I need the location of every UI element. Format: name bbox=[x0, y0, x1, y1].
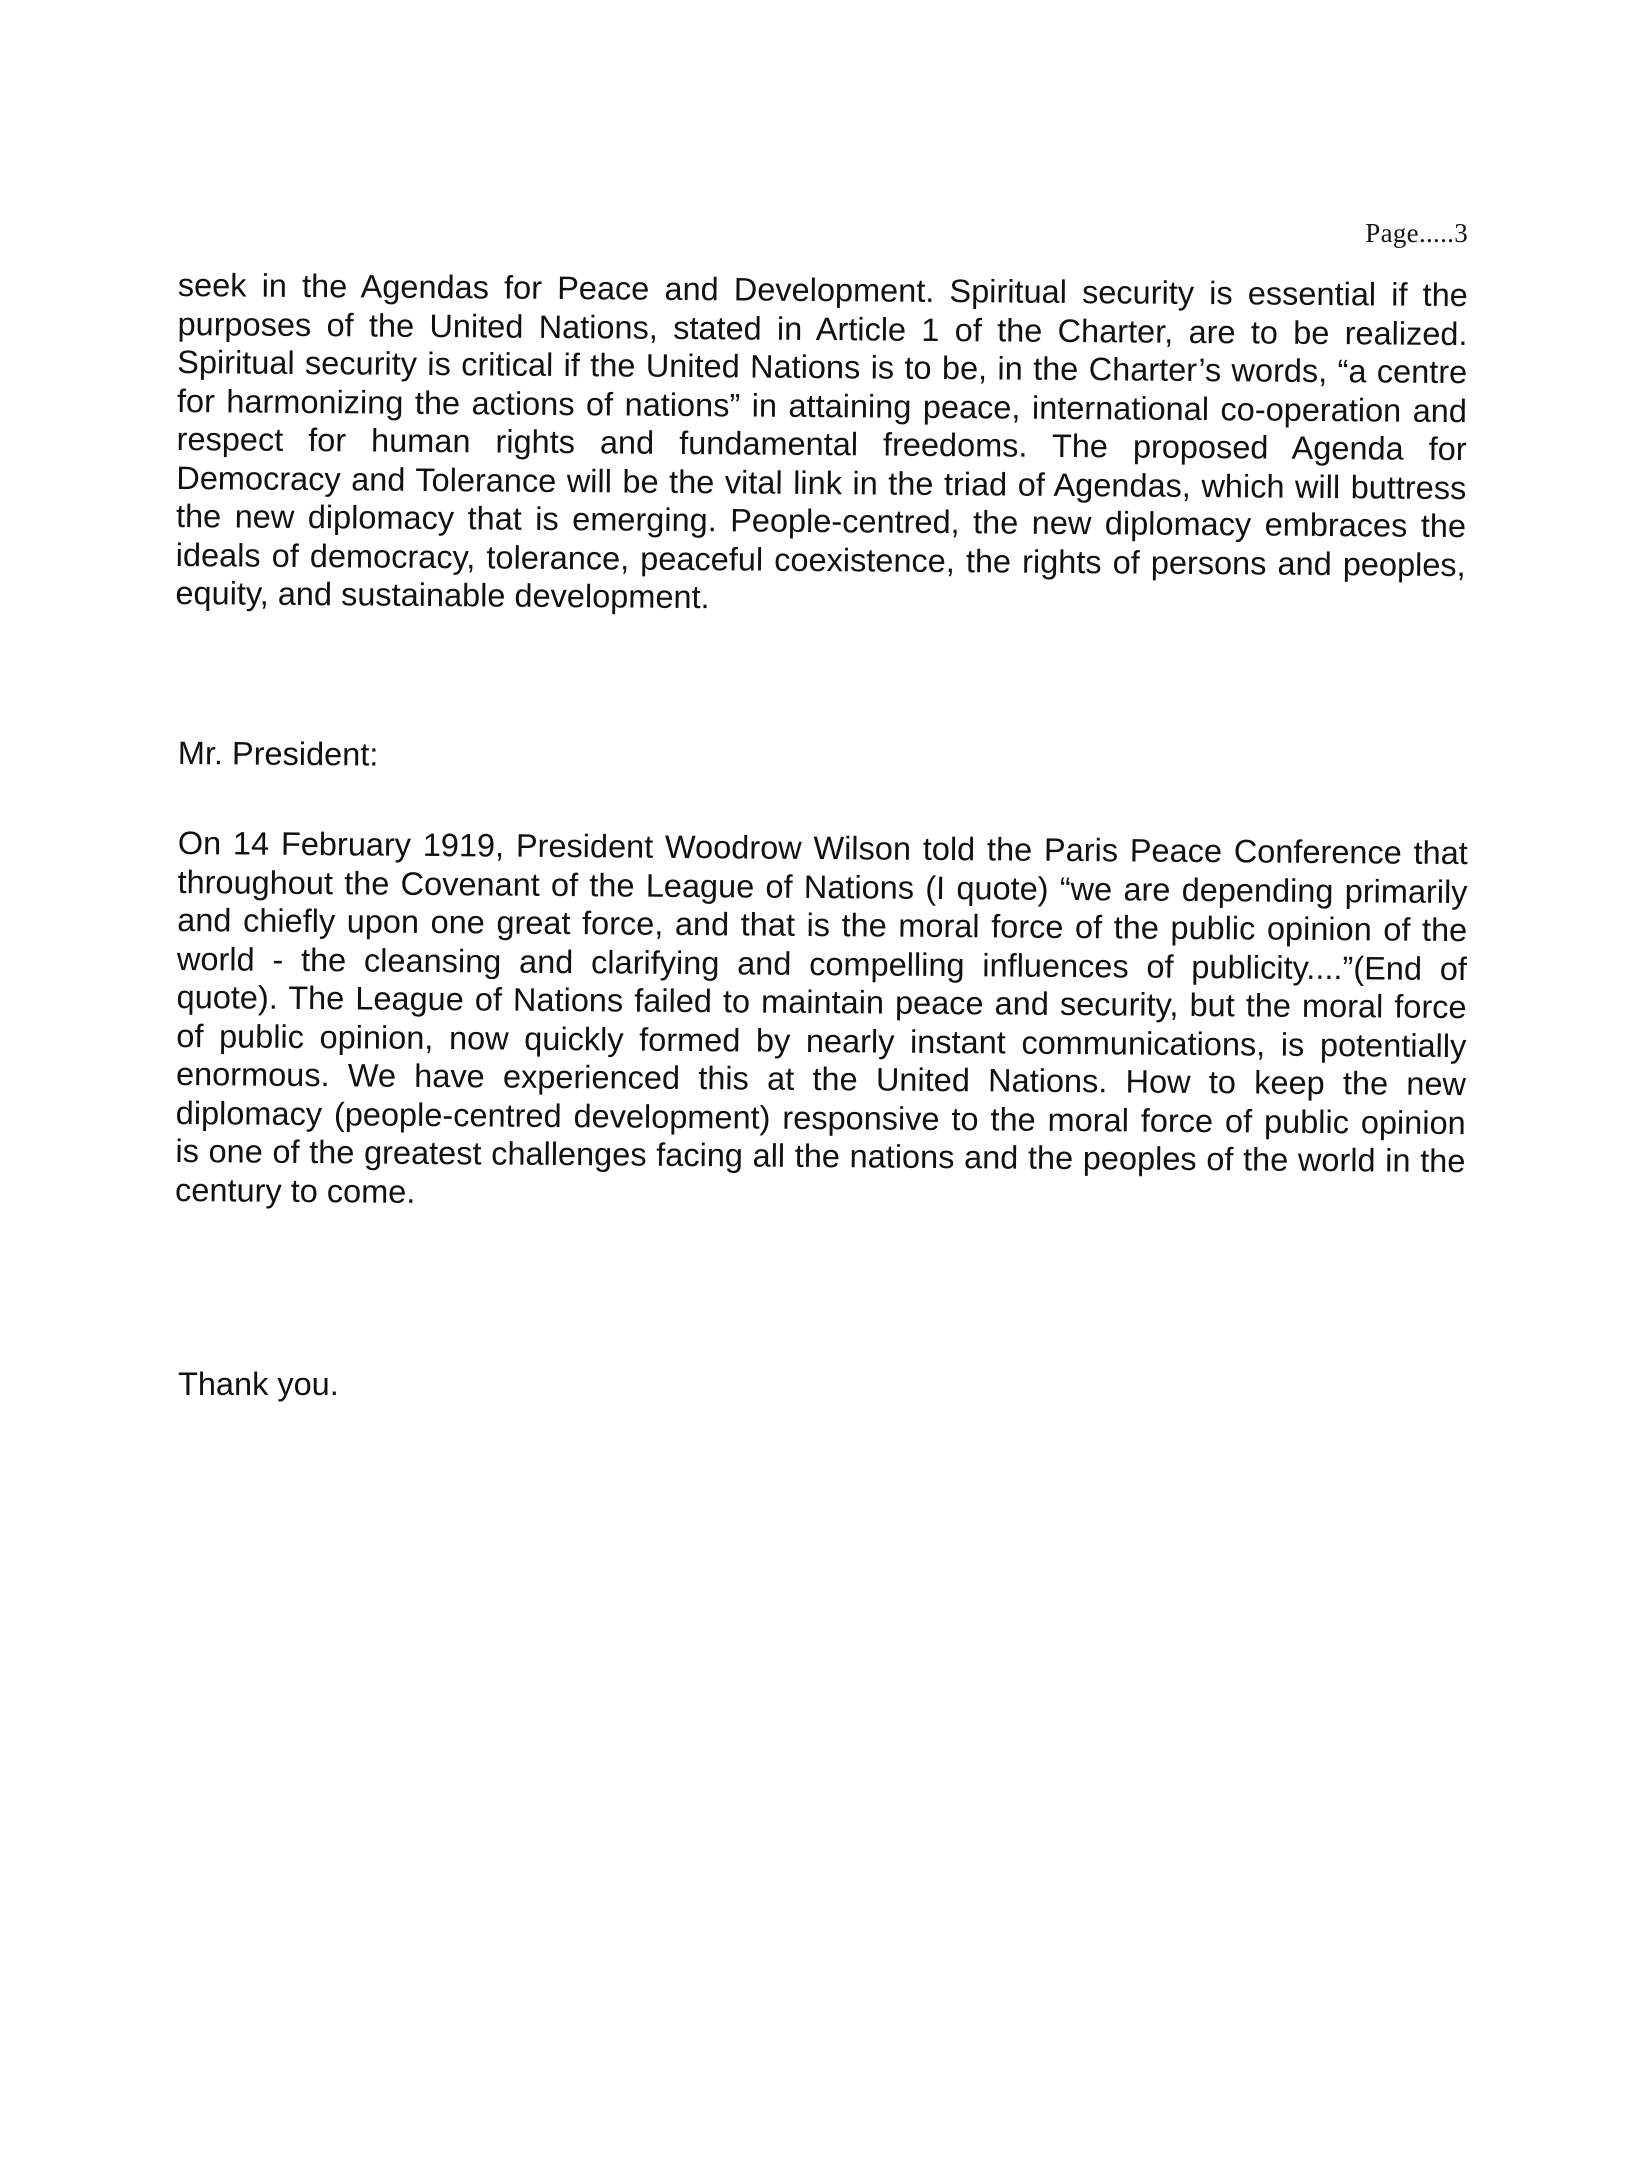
salutation: Mr. President: bbox=[177, 734, 379, 773]
paragraph-wilson-quote: On 14 February 1919, President Woodrow Wilson told the Paris Peace Conference that throughout the Covenant of the League of Nations (I quote) “we are depending primarily and chiefly upon one great force, and that is the moral force of the public opinion of the world - the cleansing and clarifying and compelling influences of publicity....”(End of quote). The League of Nations failed to maintain peace and security, but the moral force of public opinion, now quickly formed by nearly instant communications, is potentially enormous. We have experienced this at the United Nations. How to keep the new diplomacy (people-centred development) responsive to the moral force of public opinion is one of the greatest challenges facing all the nations and the peoples of the world in the century to come. bbox=[174, 824, 1468, 1210]
page-number: Page.....3 bbox=[1365, 218, 1468, 248]
paragraph-spiritual-security: seek in the Agendas for Peace and Development. Spiritual security is essential if the purposes of the United Nations, stated in Article 1 of the Charter, are to be realized. Spiritual security is critical if the United Nations is to be, in the Charter’s words, “a centre for harmonizing the actions of nations” in attaining peace, international co-operation and respect for human rights and fundamental freedoms. The proposed Agenda for Democracy and Tolerance will be the vital link in the triad of Agendas, which will buttress the new diplomacy that is emerging. People-centred, the new diplomacy embraces the ideals of democracy, tolerance, peaceful coexistence, the rights of persons and peoples, equity, and sustainable development. bbox=[175, 266, 1468, 616]
closing-thank-you: Thank you. bbox=[178, 1366, 339, 1402]
